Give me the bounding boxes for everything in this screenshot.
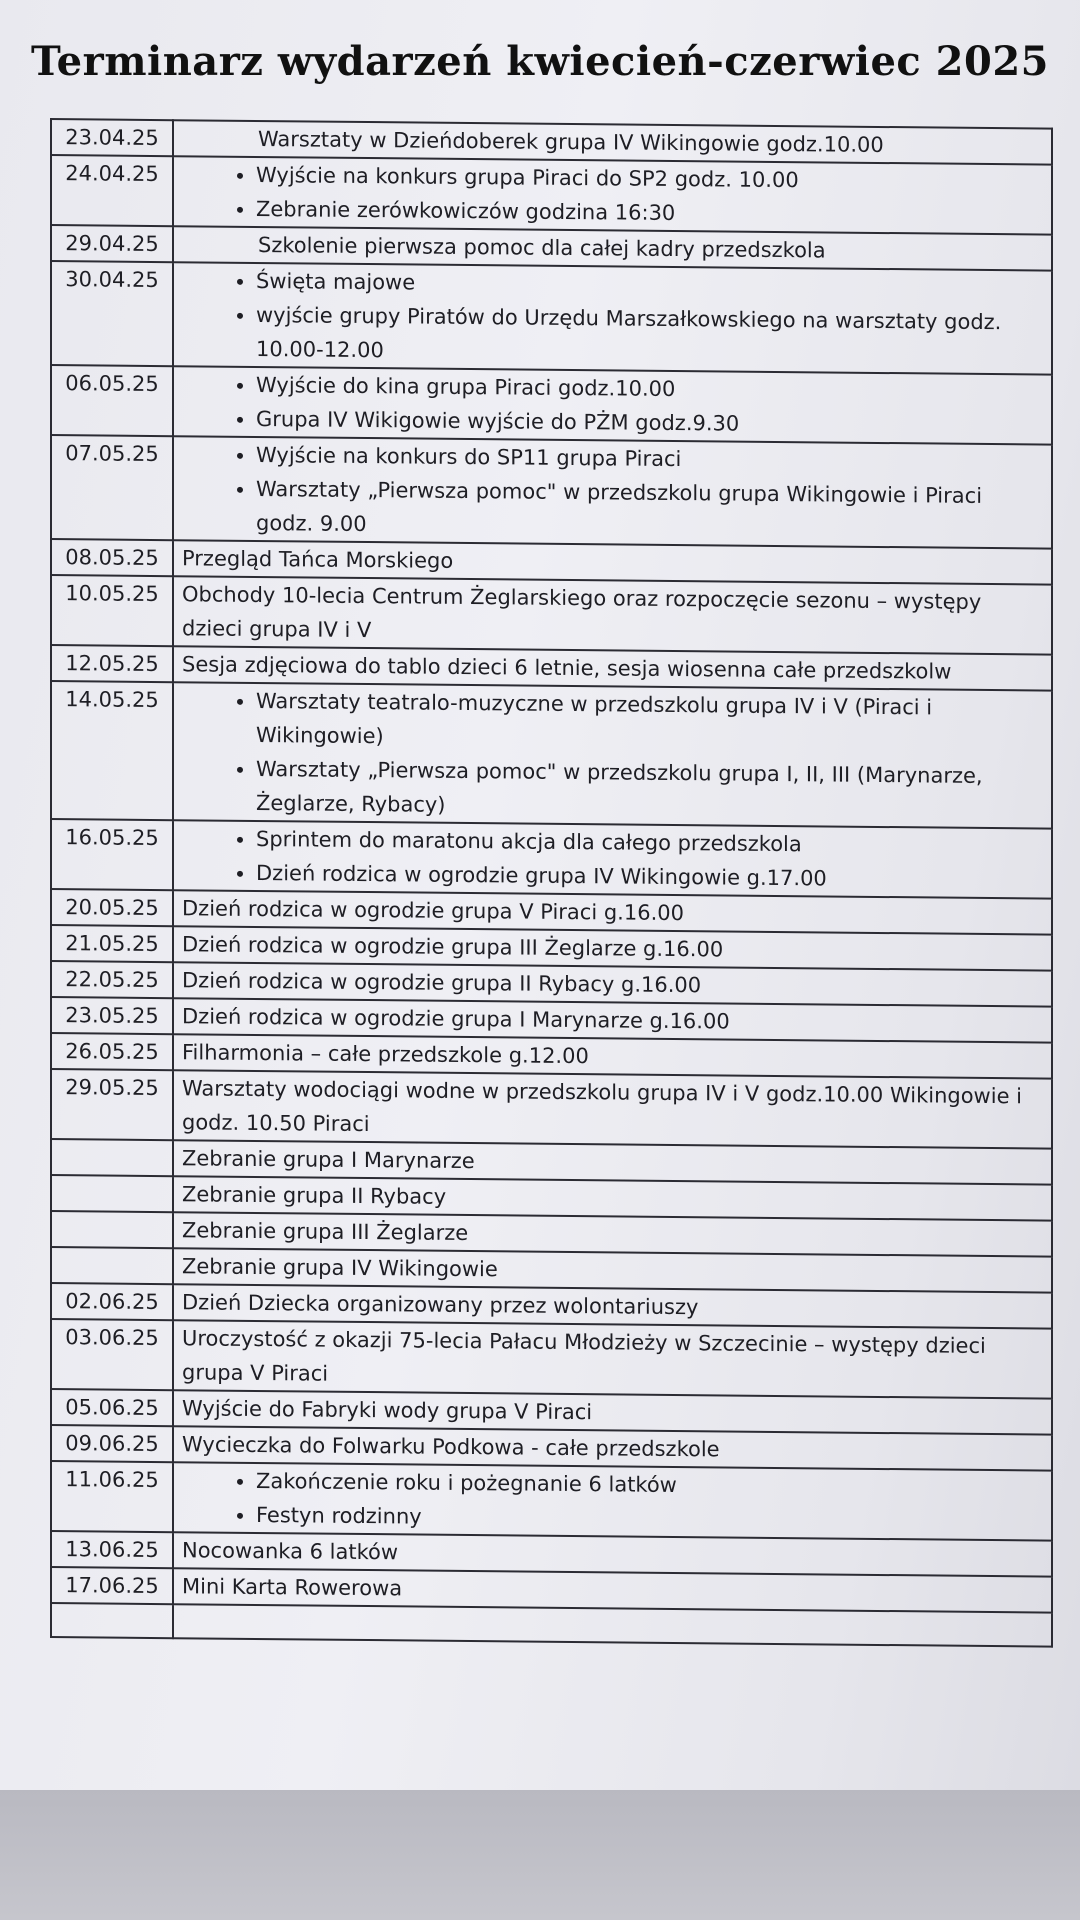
event-text: Dzień rodzica w ogrodzie grupa III Żeglarze g.16.00 (182, 932, 724, 962)
event-description (173, 820, 1052, 898)
event-description (173, 156, 1052, 234)
table-row (51, 681, 1052, 829)
event-description (173, 1320, 1052, 1398)
list-item: • wyjście grupy Piratów do Urzędu Marszałkowskiego na warsztaty godz. 10.00-12.00 (256, 298, 1043, 374)
event-text: Zebranie grupa III Żeglarze (182, 1218, 469, 1246)
schedule-body (51, 119, 1052, 1647)
event-date: 02.06.25 (51, 1283, 173, 1320)
event-date: 22.05.25 (51, 961, 173, 998)
event-description (173, 1462, 1052, 1540)
event-bullet-list (182, 1463, 1043, 1539)
table-row (51, 155, 1052, 235)
background-surface (0, 1790, 1080, 1920)
list-item: • Warsztaty teatralo-muzyczne w przedszkolu grupa IV i V (Piraci i Wikingowie) (256, 684, 1043, 760)
event-description (173, 682, 1052, 828)
table-row (51, 575, 1052, 655)
event-date (51, 1211, 173, 1248)
event-text: Warsztaty w Dzieńdoberek grupa IV Wikingowie godz.10.00 (258, 126, 884, 158)
list-item: • Wyjście na konkurs grupa Piraci do SP2 godz. 10.00 (256, 158, 1043, 200)
list-item: • Zebranie zerówkowiczów godzina 16:30 (256, 192, 1043, 234)
event-date: 13.06.25 (51, 1531, 173, 1568)
event-date: 07.05.25 (51, 435, 173, 540)
list-item: • Warsztaty „Pierwsza pomoc" w przedszkolu grupa I, II, III (Marynarze, Żeglarze, Rybacy) (256, 752, 1043, 828)
table-row (51, 1069, 1052, 1149)
list-item: • Grupa IV Wikigowie wyjście do PŻM godz.9.30 (256, 402, 1043, 444)
list-item: • Festyn rodzinny (256, 1498, 1043, 1540)
event-text: Nocowanka 6 latków (182, 1538, 399, 1565)
event-date: 26.05.25 (51, 1033, 173, 1070)
event-bullet-list (182, 157, 1043, 233)
event-date: 21.05.25 (51, 925, 173, 962)
list-item: • Warsztaty „Pierwsza pomoc" w przedszkolu grupa Wikingowie i Piraci godz. 9.00 (256, 472, 1043, 548)
event-date: 20.05.25 (51, 889, 173, 926)
list-item: • Dzień rodzica w ogrodzie grupa IV Wikingowie g.17.00 (256, 856, 1043, 898)
table-row (51, 435, 1052, 549)
list-item: • Zakończenie roku i pożegnanie 6 latków (256, 1464, 1043, 1506)
event-text: Dzień rodzica w ogrodzie grupa V Piraci g.16.00 (182, 896, 684, 926)
event-text: Mini Karta Rowerowa (182, 1574, 403, 1601)
list-item: • Wyjście do kina grupa Piraci godz.10.00 (256, 368, 1043, 410)
table-row (51, 1461, 1052, 1541)
event-text: Dzień rodzica w ogrodzie grupa II Rybacy g.16.00 (182, 968, 702, 998)
event-text: Warsztaty wodociągi wodne w przedszkolu grupa IV i V godz.10.00 Wikingowie i godz. 10.50 Piraci (182, 1076, 1022, 1137)
event-date (51, 1247, 173, 1284)
event-date: 09.06.25 (51, 1425, 173, 1462)
event-text: Wyjście do Fabryki wody grupa V Piraci (182, 1396, 593, 1425)
event-date: 23.05.25 (51, 997, 173, 1034)
event-description (173, 1070, 1052, 1148)
event-text: Dzień rodzica w ogrodzie grupa I Marynarze g.16.00 (182, 1004, 730, 1034)
event-date: 03.06.25 (51, 1319, 173, 1390)
event-text: Uroczystość z okazji 75-lecia Pałacu Młodzieży w Szczecinie – występy dzieci grupa V Piraci (182, 1326, 986, 1386)
event-date: 17.06.25 (51, 1567, 173, 1604)
event-date (51, 1175, 173, 1212)
event-bullet-list (182, 437, 1043, 547)
event-date (51, 1603, 173, 1638)
event-bullet-list (182, 263, 1043, 373)
event-text: Zebranie grupa I Marynarze (182, 1146, 475, 1174)
event-text: Zebranie grupa II Rybacy (182, 1182, 447, 1209)
event-date: 10.05.25 (51, 575, 173, 646)
event-text: Wycieczka do Folwarku Podkowa - całe przedszkole (182, 1432, 720, 1462)
event-text: Sesja zdjęciowa do tablo dzieci 6 letnie, sesja wiosenna całe przedszkolw (182, 652, 952, 684)
event-date: 29.05.25 (51, 1069, 173, 1140)
schedule-table (50, 118, 1053, 1648)
event-date: 05.06.25 (51, 1389, 173, 1426)
event-date (51, 1139, 173, 1176)
page-title: Terminarz wydarzeń kwiecień-czerwiec 2025 (31, 38, 1049, 85)
table-row (51, 819, 1052, 899)
event-description (173, 366, 1052, 444)
list-item: • Wyjście na konkurs do SP11 grupa Piraci (256, 438, 1043, 480)
table-row (51, 365, 1052, 445)
event-text: Obchody 10-lecia Centrum Żeglarskiego oraz rozpoczęcie sezonu – występy dzieci grupa IV i V (182, 582, 982, 643)
event-text: Dzień Dziecka organizowany przez wolontariuszy (182, 1290, 699, 1320)
event-date: 11.06.25 (51, 1461, 173, 1532)
event-bullet-list (182, 821, 1043, 897)
event-description (173, 262, 1052, 374)
event-description (173, 1604, 1052, 1646)
event-date: 16.05.25 (51, 819, 173, 890)
event-date: 29.04.25 (51, 225, 173, 262)
event-text: Szkolenie pierwsza pomoc dla całej kadry przedszkola (258, 232, 826, 263)
event-date: 08.05.25 (51, 539, 173, 576)
event-bullet-list (182, 683, 1043, 827)
event-date: 24.04.25 (51, 155, 173, 226)
event-date: 06.05.25 (51, 365, 173, 436)
event-text: Zebranie grupa IV Wikingowie (182, 1254, 498, 1282)
event-description (173, 436, 1052, 548)
event-date: 14.05.25 (51, 681, 173, 820)
event-date: 30.04.25 (51, 261, 173, 366)
list-item: • Święta majowe (256, 264, 1043, 306)
event-description (173, 576, 1052, 654)
event-text: Filharmonia – całe przedszkole g.12.00 (182, 1040, 589, 1069)
event-date: 23.04.25 (51, 119, 173, 156)
table-row (51, 261, 1052, 375)
list-item: • Sprintem do maratonu akcja dla całego przedszkola (256, 822, 1043, 864)
event-bullet-list (182, 367, 1043, 443)
event-date: 12.05.25 (51, 645, 173, 682)
event-text: Przegląd Tańca Morskiego (182, 546, 454, 573)
table-row (51, 1319, 1052, 1399)
